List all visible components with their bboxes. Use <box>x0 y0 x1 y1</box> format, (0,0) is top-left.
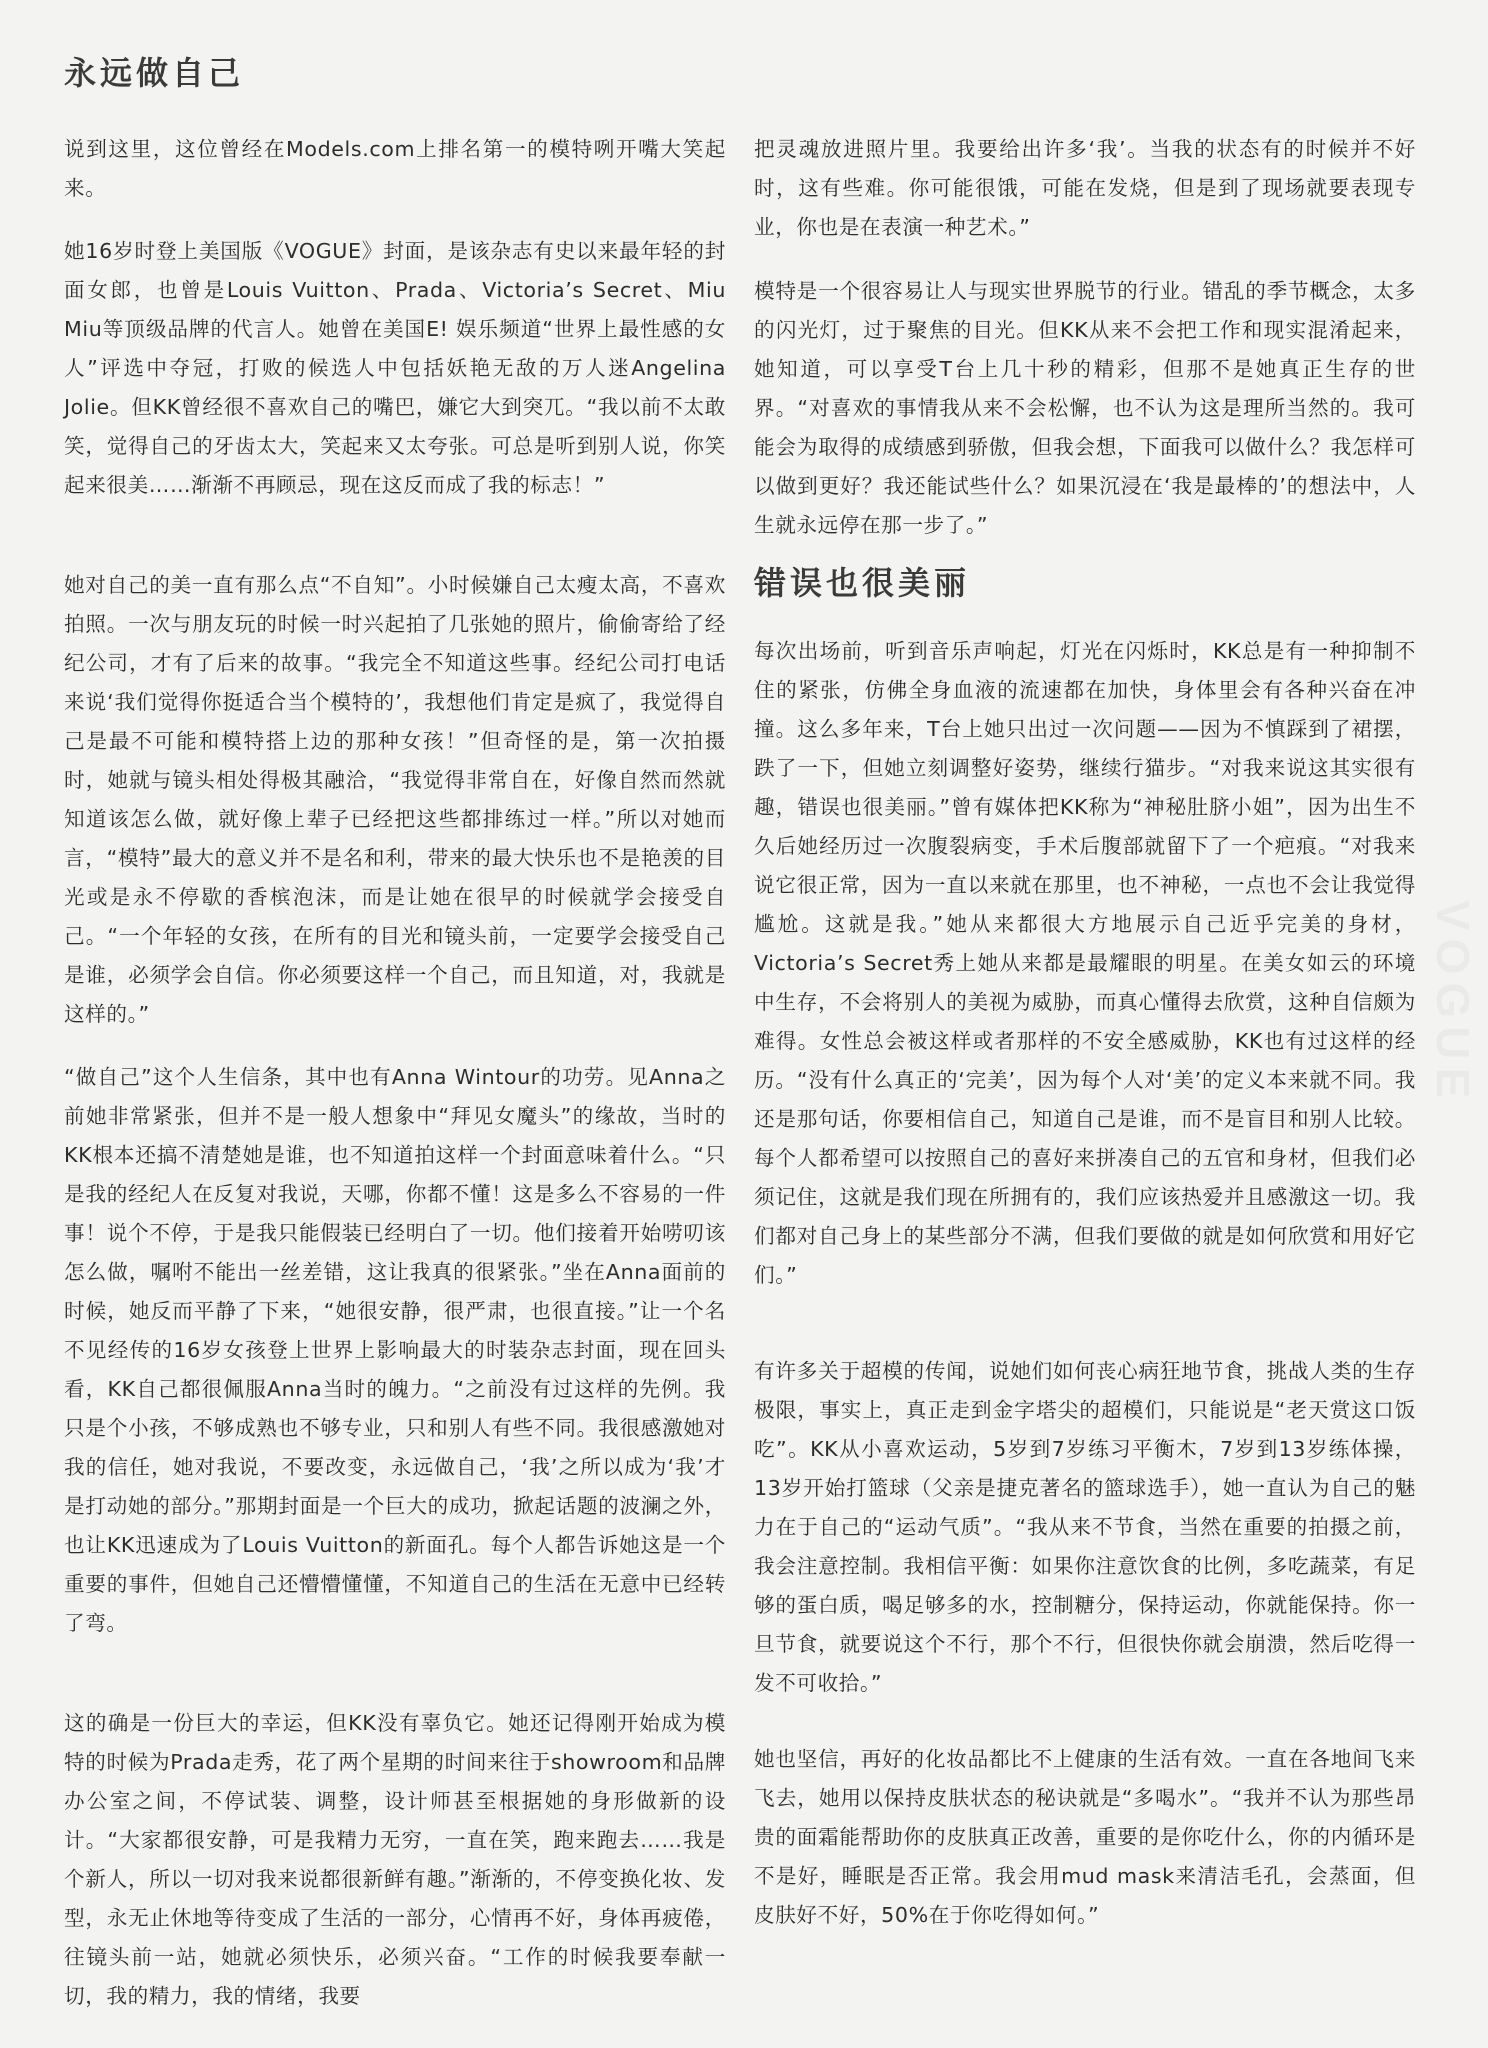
section-heading-mistakes-are-beautiful: 错误也很美丽 <box>754 564 971 602</box>
paragraph: 她16岁时登上美国版《VOGUE》封面，是该杂志有史以来最年轻的封面女郎，也曾是Louis Vuitton、Prada、Victoria’s Secret、Miu Miu等顶级品牌的代言人。她曾在美国E! 娱乐频道“世界上最性感的女人”评选中夺冠，打败的候选人中包括妖艳无敌的万人迷Angelina Jolie。但KK曾经很不喜欢自己的嘴巴，嫌它大到突兀。“我以前不太敢笑，觉得自己的牙齿太大，笑起来又太夸张。可总是听到别人说，你笑起来很美……渐渐不再顾忌，现在这反而成了我的标志！” <box>64 239 726 497</box>
watermark-logo <box>1426 900 1480 1106</box>
paragraph: 这的确是一份巨大的幸运，但KK没有辜负它。她还记得刚开始成为模特的时候为Prada走秀，花了两个星期的时间来往于showroom和品牌办公室之间，不停试装、调整，设计师甚至根据她的身形做新的设计。“大家都很安静，可是我精力无穷，一直在笑，跑来跑去……我是个新人，所以一切对我来说都很新鲜有趣。”渐渐的，不停变换化妆、发型，永无止休地等待变成了生活的一部分，心情再不好，身体再疲倦，往镜头前一站，她就必须快乐，必须兴奋。“工作的时候我要奉献一切，我的精力，我的情绪，我要 <box>64 1711 726 2008</box>
paragraph: 她对自己的美一直有那么点“不自知”。小时候嫌自己太瘦太高，不喜欢拍照。一次与朋友玩的时候一时兴起拍了几张她的照片，偷偷寄给了经纪公司，才有了后来的故事。“我完全不知道这些事。经纪公司打电话来说‘我们觉得你挺适合当个模特的’，我想他们肯定是疯了，我觉得自己是最不可能和模特搭上边的那种女孩！”但奇怪的是，第一次拍摄时，她就与镜头相处得极其融洽，“我觉得非常自在，好像自然而然就知道该怎么做，就好像上辈子已经把这些都排练过一样。”所以对她而言，“模特”最大的意义并不是名和利，带来的最大快乐也不是艳羡的目光或是永不停歇的香槟泡沫，而是让她在很早的时候就学会接受自己。“一个年轻的女孩，在所有的目光和镜头前，一定要学会接受自己是谁，必须学会自信。你必须要这样一个自己，而且知道，对，我就是这样的。” <box>64 573 726 1026</box>
paragraph: 每次出场前，听到音乐声响起，灯光在闪烁时，KK总是有一种抑制不住的紧张，仿佛全身血液的流速都在加快，身体里会有各种兴奋在冲撞。这么多年来，T台上她只出过一次问题——因为不慎踩到了裙摆，跌了一下，但她立刻调整好姿势，继续行猫步。“对我来说这其实很有趣，错误也很美丽。”曾有媒体把KK称为“神秘肚脐小姐”，因为出生不久后她经历过一次腹裂病变，手术后腹部就留下了一个疤痕。“对我来说它很正常，因为一直以来就在那里，也不神秘，一点也不会让我觉得尴尬。这就是我。”她从来都很大方地展示自己近乎完美的身材，Victoria’s Secret秀上她从来都是最耀眼的明星。在美女如云的环境中生存，不会将别人的美视为威胁，而真心懂得去欣赏，这种自信颇为难得。女性总会被这样或者那样的不安全感威胁，KK也有过这样的经历。“没有什么真正的‘完美’，因为每个人对‘美’的定义本来就不同。我还是那句话，你要相信自己，知道自己是谁，而不是盲目和别人比较。每个人都希望可以按照自己的喜好来拼凑自己的五官和身材，但我们必须记住，这就是我们现在所拥有的，我们应该热爱并且感激这一切。我们都对自己身上的某些部分不满，但我们要做的就是如何欣赏和用好它们。” <box>754 639 1416 1287</box>
paragraph: 把灵魂放进照片里。我要给出许多‘我’。当我的状态有的时候并不好时，这有些难。你可能很饿，可能在发烧，但是到了现场就要表现专业，你也是在表演一种艺术。” <box>754 137 1416 239</box>
section-heading-be-yourself: 永远做自己 <box>64 54 245 92</box>
paragraph: 模特是一个很容易让人与现实世界脱节的行业。错乱的季节概念，太多的闪光灯，过于聚焦的目光。但KK从来不会把工作和现实混淆起来，她知道，可以享受T台上几十秒的精彩，但那不是她真正生存的世界。“对喜欢的事情我从来不会松懈，也不认为这是理所当然的。我可能会为取得的成绩感到骄傲，但我会想，下面我可以做什么？我怎样可以做到更好？我还能试些什么？如果沉浸在‘我是最棒的’的想法中，人生就永远停在那一步了。” <box>754 279 1416 537</box>
paragraph: “做自己”这个人生信条，其中也有Anna Wintour的功劳。见Anna之前她非常紧张，但并不是一般人想象中“拜见女魔头”的缘故，当时的KK根本还搞不清楚她是谁，也不知道拍这样一个封面意味着什么。“只是我的经纪人在反复对我说，天哪，你都不懂！这是多么不容易的一件事！说个不停，于是我只能假装已经明白了一切。他们接着开始唠叨该怎么做，嘱咐不能出一丝差错，这让我真的很紧张。”坐在Anna面前的时候，她反而平静了下来，“她很安静，很严肃，也很直接。”让一个名不见经传的16岁女孩登上世界上影响最大的时装杂志封面，现在回头看，KK自己都很佩服Anna当时的魄力。“之前没有过这样的先例。我只是个小孩，不够成熟也不够专业，只和别人有些不同。我很感激她对我的信任，她对我说，不要改变，永远做自己，‘我’之所以成为‘我’才是打动她的部分。”那期封面是一个巨大的成功，掀起话题的波澜之外，也让KK迅速成为了Louis Vuitton的新面孔。每个人都告诉她这是一个重要的事件，但她自己还懵懵懂懂，不知道自己的生活在无意中已经转了弯。 <box>64 1065 726 1635</box>
paragraph: 她也坚信，再好的化妆品都比不上健康的生活有效。一直在各地间飞来飞去，她用以保持皮肤状态的秘诀就是“多喝水”。“我并不认为那些昂贵的面霜能帮助你的皮肤真正改善，重要的是你吃什么，你的内循环是不是好，睡眠是否正常。我会用mud mask来清洁毛孔，会蒸面，但皮肤好不好，50%在于你吃得如何。” <box>754 1747 1416 1927</box>
paragraph: 说到这里，这位曾经在Models.com上排名第一的模特咧开嘴大笑起来。 <box>64 137 726 200</box>
paragraph: 有许多关于超模的传闻，说她们如何丧心病狂地节食，挑战人类的生存极限，事实上，真正走到金字塔尖的超模们，只能说是“老天赏这口饭吃”。KK从小喜欢运动，5岁到7岁练习平衡木，7岁到13岁练体操，13岁开始打篮球（父亲是捷克著名的篮球选手），她一直认为自己的魅力在于自己的“运动气质”。“我从来不节食，当然在重要的拍摄之前，我会注意控制。我相信平衡：如果你注意饮食的比例，多吃蔬菜，有足够的蛋白质，喝足够多的水，控制糖分，保持运动，你就能保持。你一旦节食，就要说这个不行，那个不行，但很快你就会崩溃，然后吃得一发不可收拾。” <box>754 1359 1416 1695</box>
